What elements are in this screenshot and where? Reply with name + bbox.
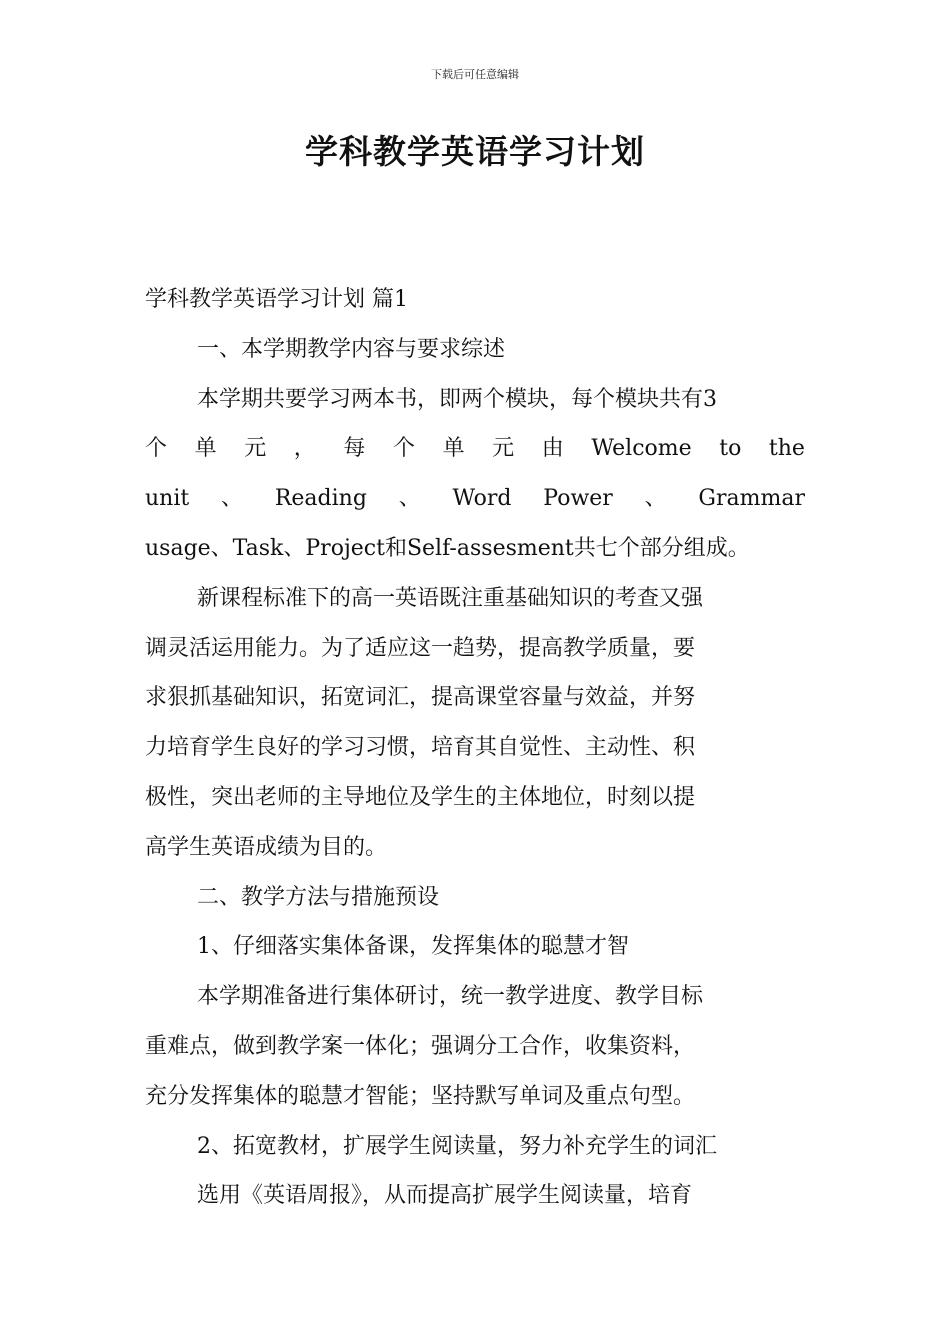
token: ， — [293, 436, 316, 462]
token: Grammar — [698, 486, 805, 512]
subheading-1: 1、仔细落实集体备课，发挥集体的聪慧才智 — [197, 934, 629, 960]
token: Word — [452, 486, 512, 512]
token: the — [768, 436, 805, 462]
subheading-2: 2、拓宽教材，扩展学生阅读量，努力补充学生的词汇 — [197, 1133, 717, 1159]
token: 由 — [541, 436, 564, 462]
paragraph-2-line-4: 力培育学生良好的学习习惯，培育其自觉性、主动性、积 — [145, 735, 696, 761]
token: Reading — [274, 486, 367, 512]
token: Power — [543, 486, 613, 512]
paragraph-3-line-2: 重难点，做到教学案一体化；强调分工合作，收集资料， — [145, 1033, 696, 1059]
token: 单 — [194, 436, 217, 462]
heading-1: 一、本学期教学内容与要求综述 — [197, 336, 506, 362]
token: 、 — [221, 486, 244, 512]
token: 元 — [244, 436, 267, 462]
paragraph-1-line-1: 本学期共要学习两本书，即两个模块，每个模块共有3 — [197, 386, 717, 412]
token: 元 — [492, 436, 515, 462]
token: 个 — [145, 436, 168, 462]
section-heading: 学科教学英语学习计划 篇1 — [145, 287, 408, 312]
paragraph-4-line-1: 选用《英语周报》，从而提高扩展学生阅读量，培育 — [197, 1183, 693, 1209]
paragraph-2-line-2: 调灵活运用能力。为了适应这一趋势，提高教学质量，要 — [145, 635, 696, 661]
token: Welcome — [591, 436, 692, 462]
paragraph-1-line-4: usage、Task、Project和Self-assesment共七个部分组成。 — [145, 535, 750, 561]
token: unit — [145, 486, 190, 512]
token: 、 — [644, 486, 667, 512]
token: 个 — [392, 436, 415, 462]
document-title: 学科教学英语学习计划 — [305, 132, 645, 171]
paragraph-1-line-2 — [145, 424, 805, 474]
paragraph-1-line-3 — [145, 474, 805, 524]
paragraph-3-line-1: 本学期准备进行集体研讨，统一教学进度、教学目标 — [197, 984, 704, 1010]
token: to — [719, 436, 742, 462]
paragraph-2-line-3: 求狠抓基础知识，拓宽词汇，提高课堂容量与效益，并努 — [145, 685, 696, 711]
header-note: 下载后可任意编辑 — [431, 68, 519, 81]
token: 单 — [442, 436, 465, 462]
token: 每 — [343, 436, 366, 462]
paragraph-2-line-5: 极性，突出老师的主导地位及学生的主体地位，时刻以提 — [145, 784, 696, 810]
paragraph-2-line-1: 新课程标准下的高一英语既注重基础知识的考查又强 — [197, 585, 704, 611]
paragraph-3-line-3: 充分发挥集体的聪慧才智能；坚持默写单词及重点句型。 — [145, 1083, 696, 1109]
token: 、 — [398, 486, 421, 512]
paragraph-2-line-6: 高学生英语成绩为目的。 — [145, 834, 388, 860]
heading-2: 二、教学方法与措施预设 — [197, 884, 440, 910]
document-body — [145, 275, 805, 1221]
